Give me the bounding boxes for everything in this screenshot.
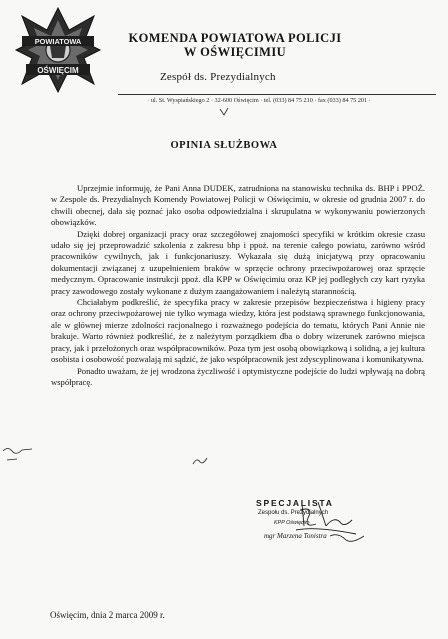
margin-pen-mark-icon xyxy=(2,445,34,455)
police-star-logo-icon xyxy=(14,6,102,96)
stamp-name: mgr Marzena Tonistra xyxy=(264,532,327,540)
unit-name: Zespół ds. Prezydialnych xyxy=(160,71,276,83)
paragraph-2: Dzięki dobrej organizacji pracy oraz szczegółowej znajomości specyfiki w krótkim okresie czasu udało się jej przeprowadzić szkolenia z zakresu bhp i ppoż. na terenie całego powiatu, zarówno wśród pracowników cywilnych, jak i funkcjonariuszy. Wykazała się dużą inicjatywą przy opracowaniu dokumentacji związanej z uzupełnieniem braków w sprzęcie ochrony przeciwpożarowej oraz sprzęcie medycznym. Opracowanie instrukcji ppoż. dla KPP w Oświęcimiu oraz KP jej podległych czy kart ryzyka pracy zawodowego zostały wykonane z dużym zaangażowaniem i należytą starannością. xyxy=(51,228,425,296)
stamp-office: KPP Oświęcim xyxy=(274,520,310,526)
org-line-2: W OŚWIĘCIMIU xyxy=(183,45,287,59)
pen-mark-icon xyxy=(219,107,229,117)
stamp-title: SPECJALISTA xyxy=(256,498,334,508)
handwritten-signature-icon xyxy=(256,496,376,548)
address-line: · ul. St. Wyspiańskiego 2 · 32-600 Oświęcim · tel. (033) 84 75 210 · fax (033) 84 75 201 · xyxy=(147,97,371,104)
paragraph-3: Chciałabym podkreślić, że specyfika pracy w zakresie przepisów bezpieczeństwa i higieny pracy oraz ochrony przeciwpożarowej nie tylko wymaga wiedzy, która jest podstawą sprawnego funkcjonowania, ale w głównej mierze zdolności racjonalnego i rozważnego podejścia do tematu, których Pani Annie nie brakuje. Warto również podkreślić, że z należytym porządkiem dba o dobry wizerunek zarówno miejsca pracy, jak i przełożonych oraz współpracowników. Poza tym jest osobą obowiązkową i solidną, a jej kultura osobista i osobowość pozwalają mi sądzić, że jako współpracownik jest zdyscyplinowana i komunikatywna. xyxy=(51,297,425,365)
org-line-1: KOMENDA POWIATOWA POLICJI xyxy=(128,31,342,45)
paragraph-1: Uprzejmie informuję, że Pani Anna DUDEK, zatrudniona na stanowisku technika ds. BHP i PPOŻ. w Zespole ds. Prezydialnych Komendy Powiatowej Policji w Oświęcimiu, w okresie od grudnia 2007 r. do chwili obecnej, dała się poznać jako osoba odpowiedzialna i skrupulatna w wykonywaniu powierzonych obowiązków. xyxy=(51,183,425,228)
stamp-unit: Zespołu ds. Prezydialnych xyxy=(258,510,329,516)
logo-text-bottom: OŚWIĘCIM xyxy=(37,66,79,75)
document-title: OPINIA SŁUŻBOWA xyxy=(170,140,278,151)
margin-tick-icon xyxy=(6,456,18,464)
paragraph-4: Ponadto uważam, że jej wrodzona życzliwość i optymistyczne podejście do ludzi wpływają na dobrą współpracę. xyxy=(51,365,425,387)
organization-name xyxy=(120,31,350,59)
pen-flourish-icon xyxy=(192,456,208,466)
place-and-date: Oświęcim, dnia 2 marca 2009 r. xyxy=(50,610,165,620)
logo-text-top: POWIATOWA xyxy=(34,37,82,46)
header-divider xyxy=(118,94,436,95)
letter-body xyxy=(51,183,425,388)
